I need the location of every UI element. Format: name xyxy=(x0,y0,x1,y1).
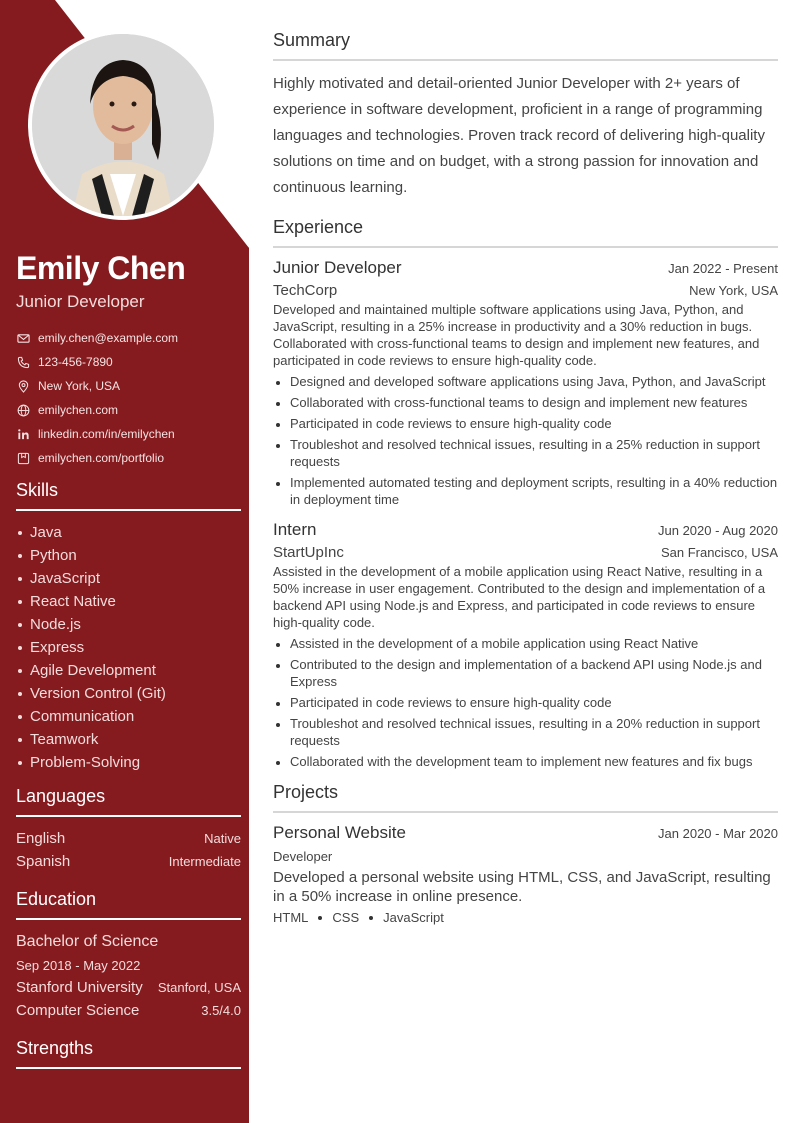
project-tag: CSS xyxy=(332,910,360,925)
list-item: Collaborated with the development team to implement new features and fix bugs xyxy=(273,753,778,770)
tag-separator xyxy=(318,916,322,920)
contact-website[interactable] xyxy=(16,398,241,422)
list-item: Troubleshot and resolved technical issues, resulting in a 20% reduction in support requests xyxy=(273,715,778,749)
summary-title: Summary xyxy=(273,30,778,61)
summary-text: Highly motivated and detail-oriented Junior Developer with 2+ years of experience in software development, proficient in a range of programming languages and technologies. Proven track record of delivering high-quality solutions on time and on budget, with a strong passion for innovation and continuous learning. xyxy=(273,75,765,196)
candidate-name: Emily Chen xyxy=(16,250,186,286)
bullet-dot xyxy=(18,738,22,742)
bullet-dot xyxy=(18,554,22,558)
contact-location xyxy=(16,374,241,398)
job-title: Intern xyxy=(273,520,317,539)
education-school: Stanford University xyxy=(16,979,143,996)
language-level: Native xyxy=(204,831,241,846)
job-title: Junior Developer xyxy=(273,258,402,277)
skill-item: JavaScript xyxy=(16,567,241,590)
project-name: Personal Website xyxy=(273,823,406,842)
job-company: TechCorp xyxy=(273,282,338,299)
education-dates: Sep 2018 - May 2022 xyxy=(16,957,141,973)
contact-list xyxy=(16,326,241,470)
languages-title: Languages xyxy=(16,786,241,817)
project-dates: Jan 2020 - Mar 2020 xyxy=(658,826,778,841)
contact-email-text: emily.chen@example.com xyxy=(38,331,179,345)
skill-item: Node.js xyxy=(16,613,241,636)
bullet-dot xyxy=(18,623,22,627)
job-description: Developed and maintained multiple software applications using Java, Python, and JavaScript, resulting in a 25% increase in productivity and a 30% reduction in bugs. Collaborated with cross-functional teams to design and implement new features, and participated in code reviews to ensure high-quality code. xyxy=(273,302,760,368)
bullet-dot xyxy=(18,577,22,581)
skill-item: Python xyxy=(16,544,241,567)
language-name: Spanish xyxy=(16,853,71,870)
contact-location-text: New York, USA xyxy=(38,379,121,393)
education-degree: Bachelor of Science xyxy=(16,933,159,950)
contact-email[interactable] xyxy=(16,326,241,350)
job-location: San Francisco, USA xyxy=(660,545,778,560)
job-bullets xyxy=(273,635,778,770)
skill-item: Communication xyxy=(16,705,241,728)
job-dates: Jun 2020 - Aug 2020 xyxy=(658,523,778,538)
contact-linkedin-text: linkedin.com/in/emilychen xyxy=(38,427,175,441)
phone-icon xyxy=(16,355,30,369)
projects-title: Projects xyxy=(273,782,778,813)
email-icon xyxy=(16,331,30,345)
bullet-dot xyxy=(18,646,22,650)
location-icon xyxy=(16,379,30,393)
sidebar xyxy=(0,0,249,1123)
contact-phone[interactable] xyxy=(16,350,241,374)
education-field-row xyxy=(16,999,241,1022)
list-item: Participated in code reviews to ensure high-quality code xyxy=(273,415,778,432)
contact-linkedin[interactable] xyxy=(16,422,241,446)
list-item: Implemented automated testing and deployment scripts, resulting in a 40% reduction in deployment time xyxy=(273,474,778,508)
skill-item: Problem-Solving xyxy=(16,751,241,774)
list-item: Designed and developed software applications using Java, Python, and JavaScript xyxy=(273,373,778,390)
portrait-photo xyxy=(32,34,214,216)
bullet-dot xyxy=(18,531,22,535)
contact-phone-text: 123-456-7890 xyxy=(38,355,113,369)
job-location: New York, USA xyxy=(689,283,778,298)
language-row xyxy=(16,850,241,873)
strengths-section xyxy=(16,1038,241,1079)
skill-item: Version Control (Git) xyxy=(16,682,241,705)
candidate-role: Junior Developer xyxy=(16,292,145,311)
project-description: Developed a personal website using HTML, CSS, and JavaScript, resulting in a 50% increase in online presence. xyxy=(273,869,771,905)
job-company: StartUpInc xyxy=(273,544,344,561)
job-bullets xyxy=(273,373,778,508)
project-entry xyxy=(273,823,778,925)
languages-section xyxy=(16,786,241,873)
bullet-dot xyxy=(18,761,22,765)
project-tag: JavaScript xyxy=(383,910,444,925)
job-entry xyxy=(273,258,778,508)
list-item: Collaborated with cross-functional teams to design and implement new features xyxy=(273,394,778,411)
project-tags xyxy=(273,910,778,925)
bullet-dot xyxy=(18,669,22,673)
project-tag: HTML xyxy=(273,910,309,925)
job-description: Assisted in the development of a mobile application using React Native, resulting in a 50% increase in user engagement. Contributed to the design and implementation of a backend API using Node.js and Express, and participated in code reviews to ensure high-quality code. xyxy=(273,564,766,630)
list-item: Troubleshot and resolved technical issues, resulting in a 25% reduction in support requests xyxy=(273,436,778,470)
job-dates: Jan 2022 - Present xyxy=(668,261,778,276)
linkedin-icon xyxy=(16,427,30,441)
avatar xyxy=(28,30,218,220)
list-item: Contributed to the design and implementation of a backend API using Node.js and Express xyxy=(273,656,778,690)
education-school-row xyxy=(16,976,241,999)
skill-item: Express xyxy=(16,636,241,659)
globe-icon xyxy=(16,403,30,417)
contact-portfolio-text: emilychen.com/portfolio xyxy=(38,451,165,465)
bullet-dot xyxy=(18,692,22,696)
education-field: Computer Science xyxy=(16,1002,140,1019)
list-item: Participated in code reviews to ensure high-quality code xyxy=(273,694,778,711)
bullet-dot xyxy=(18,715,22,719)
language-level: Intermediate xyxy=(168,854,241,869)
education-title: Education xyxy=(16,889,241,920)
job-entry xyxy=(273,520,778,770)
main-content xyxy=(273,30,778,937)
skills-section xyxy=(16,480,241,774)
list-item: Assisted in the development of a mobile application using React Native xyxy=(273,635,778,652)
project-role: Developer xyxy=(273,849,333,864)
skill-item: Teamwork xyxy=(16,728,241,751)
education-section xyxy=(16,889,241,1022)
experience-title: Experience xyxy=(273,217,778,248)
bullet-dot xyxy=(18,600,22,604)
skill-item: Agile Development xyxy=(16,659,241,682)
language-row xyxy=(16,827,241,850)
strengths-title: Strengths xyxy=(16,1038,241,1069)
education-gpa: 3.5/4.0 xyxy=(201,1003,241,1018)
language-name: English xyxy=(16,830,66,847)
skill-item: Java xyxy=(16,521,241,544)
portfolio-icon xyxy=(16,451,30,465)
contact-portfolio[interactable] xyxy=(16,446,241,470)
tag-separator xyxy=(369,916,373,920)
skills-title: Skills xyxy=(16,480,241,511)
skill-item: React Native xyxy=(16,590,241,613)
education-location: Stanford, USA xyxy=(157,980,241,995)
contact-website-text: emilychen.com xyxy=(38,403,119,417)
